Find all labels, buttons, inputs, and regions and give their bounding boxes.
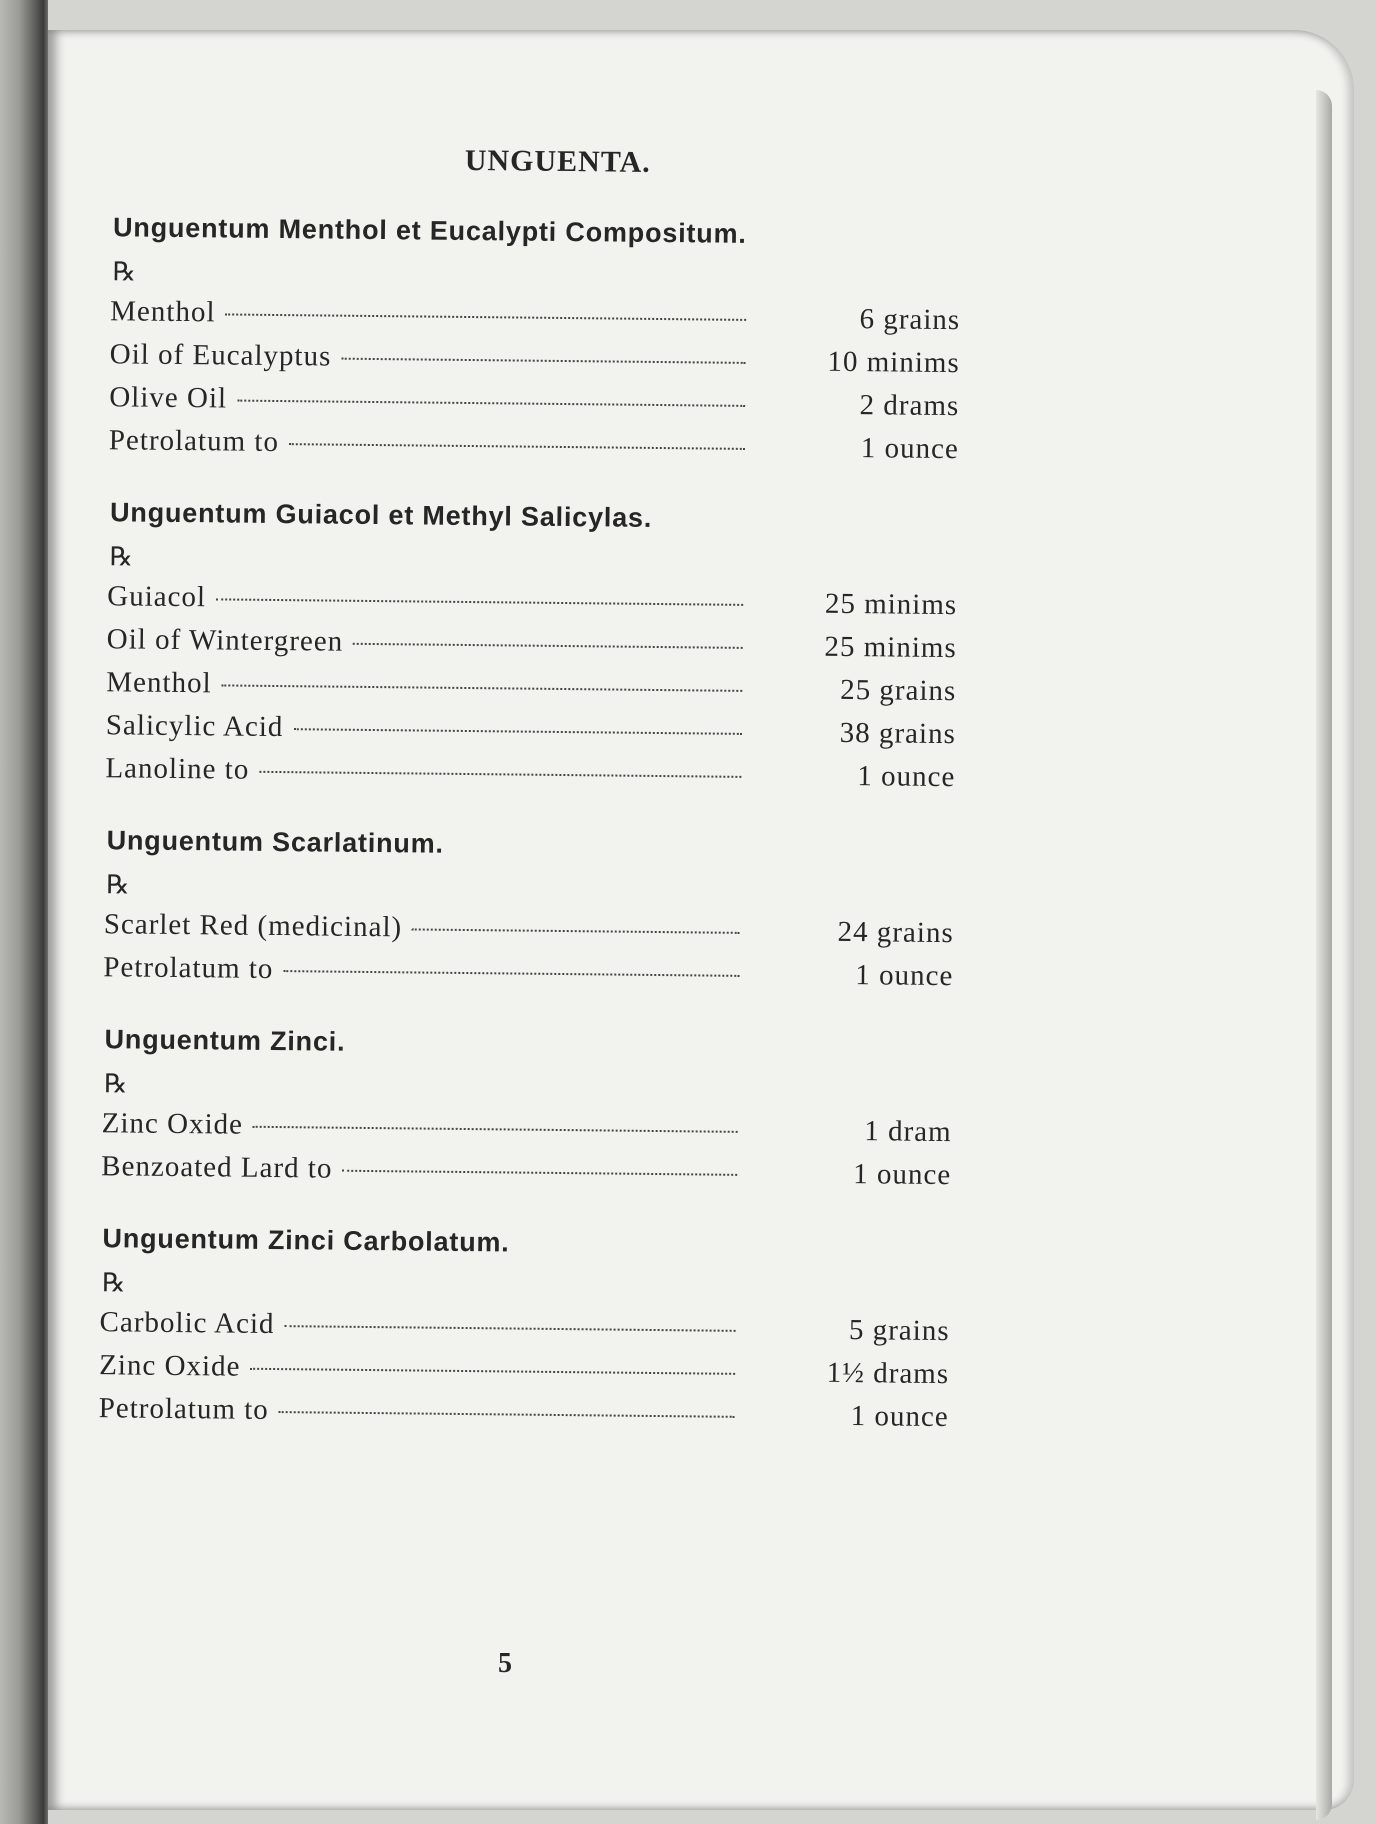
ingredient-name: Menthol: [110, 295, 216, 329]
dot-leader: [222, 684, 743, 691]
ingredient-amount: 2 drams: [859, 389, 960, 423]
ingredient-amount: 10 minims: [827, 345, 960, 380]
formula-block: [81, 497, 984, 804]
formula-block: [74, 1223, 976, 1444]
ingredient-name: Petrolatum to: [98, 1392, 269, 1426]
ingredient-amount: 24 grains: [837, 915, 954, 950]
ingredient-name: Olive Oil: [109, 381, 228, 415]
dot-leader: [353, 643, 743, 649]
dot-leader: [412, 928, 740, 933]
page-edge: [1316, 90, 1332, 1820]
ingredient-name: Scarlet Red (medicinal): [103, 908, 403, 944]
dot-leader: [284, 1325, 735, 1332]
ingredient-name: Oil of Wintergreen: [106, 623, 344, 658]
ingredient-name: Benzoated Lard to: [101, 1150, 333, 1185]
dot-leader: [279, 1411, 735, 1418]
ingredient-name: Lanoline to: [105, 752, 250, 786]
ingredient-amount: 1 ounce: [850, 1400, 949, 1434]
ingredient-amount: 38 grains: [839, 716, 956, 751]
formula-title: Unguentum Zinci Carbolatum.: [102, 1223, 510, 1258]
formula-title: Unguentum Scarlatinum.: [106, 825, 444, 859]
ingredient-name: Zinc Oxide: [99, 1349, 241, 1383]
dot-leader: [259, 771, 741, 778]
dot-leader: [293, 728, 741, 735]
ingredient-name: Zinc Oxide: [101, 1107, 244, 1141]
page-number: 5: [498, 1648, 512, 1679]
formula-block: [85, 212, 988, 476]
dot-leader: [283, 970, 739, 977]
ingredient-line: [105, 752, 955, 804]
ingredient-line: [98, 1392, 948, 1444]
formula-block: [77, 1024, 979, 1202]
ingredient-name: Guiacol: [107, 580, 207, 614]
ingredient-line: [103, 951, 953, 1003]
ingredient-amount: 1½ drams: [826, 1356, 950, 1391]
dot-leader: [342, 1170, 737, 1176]
formula-block: [79, 825, 981, 1003]
formula-list: [74, 212, 987, 1444]
ingredient-amount: 5 grains: [848, 1314, 950, 1348]
dot-leader: [237, 400, 745, 407]
dot-leader: [341, 358, 745, 364]
ingredient-amount: 1 ounce: [857, 760, 956, 794]
dot-leader: [216, 598, 743, 606]
ingredient-amount: 1 ounce: [860, 432, 959, 466]
ingredient-name: Petrolatum to: [108, 424, 280, 459]
ingredient-name: Oil of Eucalyptus: [109, 338, 332, 373]
ingredient-amount: 1 dram: [864, 1115, 952, 1149]
dot-leader: [289, 443, 745, 450]
recipe-symbol: ℞: [101, 1268, 126, 1299]
recipe-symbol: ℞: [109, 542, 134, 573]
dot-leader: [253, 1126, 738, 1133]
ingredient-amount: 6 grains: [859, 303, 961, 337]
recipe-symbol: ℞: [112, 257, 137, 288]
ingredient-name: Petrolatum to: [103, 951, 274, 985]
dot-leader: [250, 1368, 735, 1375]
ingredient-name: Menthol: [106, 666, 212, 700]
ingredient-amount: 25 grains: [839, 673, 957, 708]
running-title: UNGUENTA.: [464, 143, 651, 179]
ingredient-name: Salicylic Acid: [105, 709, 284, 744]
formula-title: Unguentum Guiacol et Methyl Salicylas.: [109, 497, 653, 533]
dot-leader: [225, 313, 746, 320]
recipe-symbol: ℞: [103, 1069, 128, 1100]
book-spine: [0, 0, 48, 1824]
ingredient-line: [101, 1150, 951, 1202]
ingredient-amount: 1 ounce: [855, 959, 954, 993]
formula-title: Unguentum Zinci.: [104, 1024, 346, 1057]
ingredient-line: [109, 424, 959, 476]
ingredient-amount: 25 minims: [824, 587, 958, 622]
ingredient-name: Carbolic Acid: [99, 1306, 275, 1341]
ingredient-amount: 1 ounce: [853, 1158, 952, 1192]
page-content: [74, 140, 988, 1474]
formula-title: Unguentum Menthol et Eucalypti Compositum.: [112, 212, 747, 249]
ingredient-amount: 25 minims: [824, 630, 957, 665]
recipe-symbol: ℞: [106, 870, 130, 901]
